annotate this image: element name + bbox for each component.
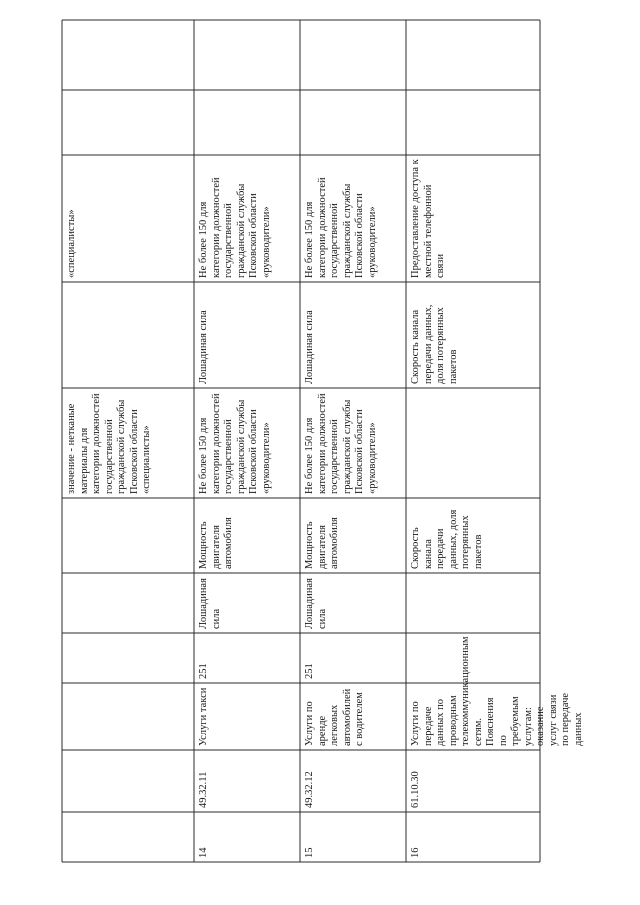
table-cell-num: 14 <box>198 847 209 858</box>
table-cell-name: Услуги по аренде легковых автомобилей с водителем <box>304 688 365 746</box>
table-cell-unit <box>410 577 536 629</box>
table-cell-value2: Предоставление доступа к местной телефонной связи <box>410 159 446 278</box>
table-cell-code: 49.32.11 <box>198 771 209 808</box>
table-cell-extra1 <box>198 94 296 151</box>
table-cell-name <box>66 687 190 746</box>
table-cell-code <box>66 754 190 808</box>
table-cell-value1: Не более 150 для категории должностей государственной гражданской службы Псковской области «руководители» <box>304 393 378 494</box>
table-cell-char1: Мощность двигателя автомобиля <box>198 517 234 569</box>
table-cell-char1: Скорость канала передачи данных, доля потерянных пакетов <box>410 509 484 569</box>
table-cell-extra2 <box>198 24 296 86</box>
table-cell-value1: Не более 150 для категории должностей государственной гражданской службы Псковской области «руководители» <box>198 393 272 494</box>
table-cell-char2 <box>66 286 190 384</box>
table-cell-code2 <box>410 637 536 679</box>
table-cell-extra1 <box>66 94 190 151</box>
table-cell-char1 <box>66 502 190 569</box>
table-cell-num <box>66 816 190 858</box>
table-cell-unit: Лошадиная сила <box>304 578 328 629</box>
table-cell-code: 61.10.30 <box>410 771 421 808</box>
table-cell-char1: Мощность двигателя автомобиля <box>304 517 340 569</box>
table-cell-char2: Лошадиная сила <box>198 310 209 384</box>
table-cell-name: Услуги такси <box>198 687 209 746</box>
table-cell-value1: значение - нетканые материалы для категории должностей государственной гражданской службы Псковской области «специалисты» <box>66 393 152 494</box>
table-cell-value1 <box>410 392 536 494</box>
table-cell-extra2 <box>304 24 402 86</box>
table-cell-num: 15 <box>304 847 315 858</box>
table-cell-code2: 251 <box>304 663 315 679</box>
table-cell-unit: Лошадиная сила <box>198 578 222 629</box>
table-cell-code2: 251 <box>198 663 209 679</box>
table-cell-unit <box>66 577 190 629</box>
table-cell-num: 16 <box>410 847 421 858</box>
table-cell-extra1 <box>304 94 402 151</box>
table-cell-name: Услуги по передаче данных по проводным телекоммуникационным сетям. Пояснения по требуемым услугам: оказание услуг связи по передаче данных <box>410 636 584 746</box>
table-cell-char2: Лошадиная сила <box>304 310 315 384</box>
table-cell-code: 49.32.12 <box>304 771 315 808</box>
table-cell-value2: «специалисты» <box>66 209 77 278</box>
table-cell-extra1 <box>410 94 536 151</box>
table-cell-value2: Не более 150 для категории должностей государственной гражданской службы Псковской области «руководители» <box>198 177 272 278</box>
table-cell-extra2 <box>410 24 536 86</box>
table-cell-char2: Скорость канала передачи данных, доля потерянных пакетов <box>410 304 459 384</box>
table-cell-extra2 <box>66 24 190 86</box>
table-cell-code2 <box>66 637 190 679</box>
table-cell-value2: Не более 150 для категории должностей государственной гражданской службы Псковской области «руководители» <box>304 177 378 278</box>
